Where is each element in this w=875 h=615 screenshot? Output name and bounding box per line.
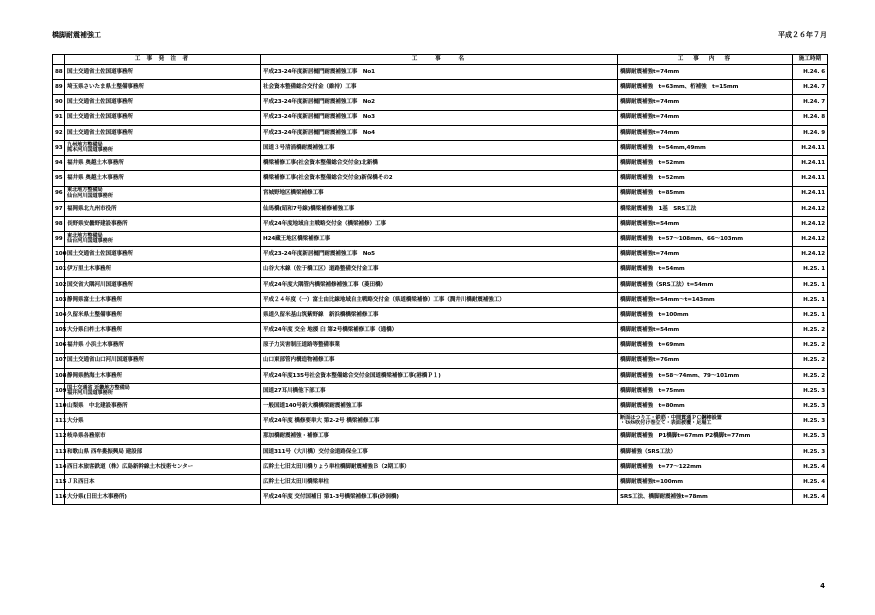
construction-records-table [52, 54, 828, 505]
table-header-row [53, 55, 828, 65]
client-cell [65, 475, 261, 490]
client-cell [65, 262, 261, 277]
row-number: 112 [53, 429, 65, 444]
client-line: 長野県安曇野建設事務所 [67, 220, 128, 227]
client-cell [65, 110, 261, 125]
period-cell: H.24. 9 [793, 125, 828, 140]
work-content-cell [618, 232, 793, 247]
work-content-cell [618, 414, 793, 429]
period-cell: H.24. 6 [793, 65, 828, 80]
row-number: 100 [53, 247, 65, 262]
client-line: 東北地方整備局 [67, 232, 103, 239]
client-cell [65, 292, 261, 307]
work-content-cell [618, 308, 793, 323]
work-name-cell: 山谷大木線（佐于橋工区）道路整備交付金工事 [261, 262, 618, 277]
row-number: 109 [53, 383, 65, 398]
work-name-cell: H24藏王地区橋梁補修工事 [261, 232, 618, 247]
row-number: 101 [53, 262, 65, 277]
table-row [53, 490, 828, 505]
work-content-line: 橋脚耐震補強t=74mm [620, 114, 680, 121]
period-cell: H.25. 1 [793, 292, 828, 307]
work-name-cell: 仙馬橋(昭和7号線)橋梁補修補強工事 [261, 201, 618, 216]
client-line: 大分県 [67, 418, 84, 425]
period-cell: H.25. 3 [793, 444, 828, 459]
work-content-line: 橋脚耐震補強 t=52mm [620, 160, 685, 166]
client-cell [65, 383, 261, 398]
work-name-cell: 平成24年度 橋修要単大 第2-2号 橋梁補修工事 [261, 414, 618, 429]
client-cell [65, 353, 261, 368]
period-cell: H.25. 1 [793, 262, 828, 277]
work-content-line: 橋脚耐震補強 t=54mm [620, 266, 685, 273]
table-row [53, 80, 828, 95]
work-name-cell: 平成24年度大隅管内橋梁補修補強工事（菱田橋） [261, 277, 618, 292]
row-number: 97 [53, 201, 65, 216]
client-cell [65, 65, 261, 80]
period-cell: H.25. 3 [793, 383, 828, 398]
work-name-cell: 平成23-24年度新居樋門耐震補強工事 No1 [261, 65, 618, 80]
period-cell: H.24.11 [793, 140, 828, 155]
client-line: 静岡県富士土木事務所 [67, 296, 122, 303]
period-cell: H.25. 3 [793, 429, 828, 444]
work-content-line: 橋脚耐震補強t=54mm [620, 327, 680, 334]
work-name-cell: 一般国道140号新大橋橋梁耐震補強工事 [261, 399, 618, 414]
client-cell [65, 323, 261, 338]
column-header-client: 工 事 発 注 者 [65, 55, 261, 65]
client-cell [65, 201, 261, 216]
work-content-cell [618, 125, 793, 140]
client-cell [65, 459, 261, 474]
client-line: 静岡県熱海土木事務所 [67, 372, 122, 379]
work-content-line: 橋脚耐震補強 t=77～122mm [620, 463, 702, 470]
period-cell: H.25. 2 [793, 338, 828, 353]
work-name-cell: 平成23-24年度新居樋門耐震補強工事 No4 [261, 125, 618, 140]
table-row [53, 414, 828, 429]
work-content-line: 橋脚耐震補強 t=52mm [620, 175, 685, 182]
client-line: 九州地方整備局 [67, 141, 103, 148]
work-name-cell: 平成23-24年度新居樋門耐震補強工事 No3 [261, 110, 618, 125]
work-content-line: SRS工法、橋脚耐震補強t=78mm [620, 494, 708, 501]
client-cell [65, 216, 261, 231]
row-number: 93 [53, 140, 65, 155]
row-number: 115 [53, 475, 65, 490]
row-number: 105 [53, 323, 65, 338]
work-content-line: 橋脚耐震補強t=100mm [620, 478, 683, 485]
client-line: 仙台河川国道事務所 [67, 192, 113, 199]
work-content-cell [618, 399, 793, 414]
row-number: 99 [53, 232, 65, 247]
work-content-cell [618, 353, 793, 368]
row-number: 92 [53, 125, 65, 140]
column-header-work-name: 工 事 名 [261, 55, 618, 65]
work-name-cell: 平成23-24年度新居樋門耐震補強工事 No2 [261, 95, 618, 110]
client-line: 福井県 小浜土木事務所 [67, 342, 124, 349]
work-content-cell [618, 383, 793, 398]
work-name-cell: 県道久留米基山筑紫野線 新浜橋橋梁補修工事 [261, 308, 618, 323]
work-name-cell: 平成24年度135号社会資本整備総合交付金国道橋梁補修工事(港橋Ｐ１) [261, 368, 618, 383]
table-row [53, 171, 828, 186]
client-cell [65, 490, 261, 505]
work-name-cell: 平成２４年度（一）富士由比線地域自主戦略交付金（県道橋梁補修）工事（潤井川橋耐震補強工） [261, 292, 618, 307]
client-line: 福井県 奥越土木事務所 [67, 160, 124, 166]
row-number: 106 [53, 338, 65, 353]
row-number: 91 [53, 110, 65, 125]
row-number: 104 [53, 308, 65, 323]
client-cell [65, 368, 261, 383]
period-cell: H.25. 1 [793, 308, 828, 323]
table-row [53, 368, 828, 383]
client-line: 和歌山県 西牟婁振興局 建設部 [67, 448, 143, 455]
row-number: 107 [53, 353, 65, 368]
work-name-cell: 橋梁補修工事(社会資本整備総合交付金)北新橋 [261, 156, 618, 171]
work-content-cell [618, 323, 793, 338]
row-number: 96 [53, 186, 65, 201]
period-cell: H.24.11 [793, 156, 828, 171]
column-header-period: 施工時期 [793, 55, 828, 65]
client-line: 国土交通省土佐国道事務所 [67, 129, 133, 136]
work-content-line: 橋脚耐震補強 t=85mm [620, 190, 685, 197]
row-number: 102 [53, 277, 65, 292]
work-name-cell: 宮城野地区橋梁補修工事 [261, 186, 618, 201]
table-row [53, 201, 828, 216]
client-cell [65, 308, 261, 323]
work-content-cell [618, 368, 793, 383]
work-content-line: 橋脚耐震補強 t=54mm,49mm [620, 144, 706, 151]
row-number: 108 [53, 368, 65, 383]
client-line: 大分県(日田土木事務所) [67, 494, 127, 501]
table-row [53, 323, 828, 338]
work-content-line: 橋脚耐震補強t=74mm [620, 68, 680, 75]
table-row [53, 292, 828, 307]
work-content-line: 橋脚耐震補強 t=58～74mm、79～101mm [620, 372, 740, 379]
table-row [53, 383, 828, 398]
table-body [53, 65, 828, 505]
client-line: 久留米県土整備事務所 [67, 311, 122, 318]
period-cell: H.24.11 [793, 186, 828, 201]
work-content-line: 断面はつり工・鉄筋・中間貫通ＰＣ鋼棒設置 [620, 414, 722, 421]
table-row [53, 95, 828, 110]
table-row [53, 475, 828, 490]
table-row [53, 247, 828, 262]
client-line: 国交省大隅河川国道事務所 [67, 281, 133, 288]
work-content-cell [618, 429, 793, 444]
work-content-cell [618, 444, 793, 459]
work-content-cell [618, 186, 793, 201]
period-cell: H.25. 2 [793, 353, 828, 368]
table-row [53, 232, 828, 247]
period-cell: H.25. 2 [793, 368, 828, 383]
client-cell [65, 247, 261, 262]
client-cell [65, 399, 261, 414]
client-line: 山梨県 中北建設事務所 [67, 403, 128, 409]
work-name-cell: 橋梁補修工事(社会資本整備総合交付金)新保橋その2 [261, 171, 618, 186]
period-cell: H.24.12 [793, 201, 828, 216]
client-cell [65, 277, 261, 292]
work-name-cell: 平成24年度地域自主戦略交付金（橋梁補修）工事 [261, 216, 618, 231]
work-content-cell [618, 171, 793, 186]
row-number: 90 [53, 95, 65, 110]
table-row [53, 216, 828, 231]
table-row [53, 429, 828, 444]
work-content-line: 橋脚耐震補強t=54mm～t=143mm [620, 296, 715, 303]
client-cell [65, 95, 261, 110]
table-row [53, 156, 828, 171]
client-cell [65, 338, 261, 353]
work-name-cell: 広幹土七旧太田川橋りょう単柱橋脚耐震補強Ｂ（2期工事） [261, 459, 618, 474]
work-content-cell [618, 247, 793, 262]
period-cell: H.25. 1 [793, 277, 828, 292]
client-cell [65, 156, 261, 171]
work-content-cell [618, 95, 793, 110]
document-title: 橋脚耐震補強工 [52, 31, 101, 39]
work-name-cell: 社会資本整備総合交付金（維持）工事 [261, 80, 618, 95]
work-content-line: ・ﾓﾙﾀﾙ吹付け巻立て・表面被覆・足場工 [620, 420, 712, 427]
table-row [53, 308, 828, 323]
client-cell [65, 140, 261, 155]
table-row [53, 186, 828, 201]
work-content-cell [618, 140, 793, 155]
table-row [53, 399, 828, 414]
work-name-cell: 国道27耳川橋他下部工事 [261, 383, 618, 398]
client-line: 福井河川国道事務所 [67, 390, 113, 397]
client-line: 熊本河川国道事務所 [67, 147, 113, 154]
work-content-cell [618, 201, 793, 216]
client-cell [65, 429, 261, 444]
client-line: 福岡県北九州市役所 [67, 205, 117, 212]
row-number: 89 [53, 80, 65, 95]
client-line: 大分県臼杵土木事務所 [67, 327, 122, 334]
table-row [53, 262, 828, 277]
work-content-line: 橋脚耐震補強 t=100mm [620, 311, 689, 318]
work-content-line: 橋脚耐震補強t=54mm [620, 220, 680, 227]
client-line: 国土交通省土佐国道事務所 [67, 99, 133, 106]
row-number: 98 [53, 216, 65, 231]
table-row [53, 338, 828, 353]
work-content-line: 橋脚耐震補強 t=57～108mm、66～103mm [620, 235, 743, 242]
work-content-cell [618, 110, 793, 125]
period-cell: H.25. 3 [793, 399, 828, 414]
work-content-line: 橋脚耐震補強 t=75mm [620, 387, 685, 394]
document-date: 平成２６年７月 [778, 31, 827, 39]
table-row [53, 444, 828, 459]
client-line: 国土交通省山口河川国道事務所 [67, 357, 144, 364]
table-row [53, 277, 828, 292]
work-name-cell: 平成24年度 交全 地援 臼 第2号橋梁補修工事（通橋） [261, 323, 618, 338]
period-cell: H.24. 8 [793, 110, 828, 125]
work-content-cell [618, 292, 793, 307]
row-number: 116 [53, 490, 65, 505]
client-cell [65, 80, 261, 95]
client-line: 岐阜県各務原市 [67, 433, 106, 440]
work-name-cell: 平成23-24年度新居樋門耐震補強工事 No5 [261, 247, 618, 262]
client-cell [65, 186, 261, 201]
period-cell: H.24. 7 [793, 95, 828, 110]
table-row [53, 140, 828, 155]
work-content-line: 橋脚耐震補強t=74mm [620, 129, 680, 136]
column-header-number [53, 55, 65, 65]
row-number: 88 [53, 65, 65, 80]
client-line: 埼玉県さいたま県土整備事務所 [67, 84, 144, 91]
client-line: 福井県 奥越土木事務所 [67, 175, 124, 182]
work-content-cell [618, 80, 793, 95]
work-name-cell: 国道３号清涌橋耐震補強工事 [261, 140, 618, 155]
client-line: 東北地方整備局 [67, 187, 103, 194]
row-number: 94 [53, 156, 65, 171]
column-header-work-content: 工 事 内 容 [618, 55, 793, 65]
period-cell: H.24. 7 [793, 80, 828, 95]
client-line: 国土交通省土佐国道事務所 [67, 68, 133, 75]
client-cell [65, 125, 261, 140]
work-name-cell: 広幹土七旧太田川橋梁単柱 [261, 475, 618, 490]
work-name-cell: 原子力災害制圧道路等整備事業 [261, 338, 618, 353]
client-line: 国土交通省土佐国道事務所 [67, 114, 133, 121]
table-row [53, 65, 828, 80]
row-number: 114 [53, 459, 65, 474]
table-row [53, 459, 828, 474]
period-cell: H.24.12 [793, 232, 828, 247]
client-line: ＪＲ西日本 [67, 478, 95, 485]
client-line: 西日本旅客鉄道（株）広島新幹線土木技術センター [67, 463, 194, 470]
client-cell [65, 171, 261, 186]
work-content-line: 橋脚耐震補強 t=80mm [620, 403, 685, 409]
work-name-cell: 国道311号（大川橋）交付金道路保全工事 [261, 444, 618, 459]
row-number: 110 [53, 399, 65, 414]
client-line: 伊万里土木事務所 [67, 266, 111, 273]
client-line: 国土交通省土佐国道事務所 [67, 251, 133, 258]
table-row [53, 110, 828, 125]
client-line: 国土交通省 近畿地方整備局 [67, 384, 130, 391]
period-cell: H.24.12 [793, 216, 828, 231]
work-content-line: 橋脚耐震補強t=74mm [620, 99, 680, 106]
work-name-cell: 平成24年度 交付国補日 第1-3号橋梁補修工事(砂洞橋) [261, 490, 618, 505]
period-cell: H.25. 4 [793, 475, 828, 490]
work-content-line: 橋脚耐震補強t=74mm [620, 251, 680, 258]
work-content-cell [618, 262, 793, 277]
period-cell: H.25. 4 [793, 459, 828, 474]
period-cell: H.25. 3 [793, 414, 828, 429]
work-name-cell: 那加橋耐震補強・補修工事 [261, 429, 618, 444]
work-content-cell [618, 475, 793, 490]
work-content-line: 橋脚耐震補強 P1橋脚t=67mm P2橋脚t=77mm [620, 433, 751, 440]
client-line: 仙台河川国道事務所 [67, 238, 113, 245]
work-content-line: 橋脚耐震補強（SRS工法）t=54mm [620, 281, 714, 288]
work-content-line: 橋梁耐震補強 1基 SRS工法 [620, 205, 697, 212]
work-content-cell [618, 338, 793, 353]
work-content-cell [618, 65, 793, 80]
work-content-cell [618, 459, 793, 474]
row-number: 95 [53, 171, 65, 186]
period-cell: H.24.11 [793, 171, 828, 186]
period-cell: H.24.12 [793, 247, 828, 262]
row-number: 111 [53, 414, 65, 429]
work-content-cell [618, 156, 793, 171]
work-content-cell [618, 490, 793, 505]
page-number: 4 [820, 582, 825, 590]
work-content-line: 橋脚耐震補強 t=63mm、桁補強 t=15mm [620, 84, 739, 91]
work-content-line: 橋脚耐震補強 t=69mm [620, 342, 685, 349]
work-content-line: 橋脚耐震補強t=76mm [620, 357, 680, 364]
work-content-line: 橋脚補強（SRS工法） [620, 448, 677, 455]
period-cell: H.25. 4 [793, 490, 828, 505]
work-content-cell [618, 216, 793, 231]
row-number: 103 [53, 292, 65, 307]
client-cell [65, 444, 261, 459]
client-cell [65, 232, 261, 247]
work-name-cell: 山口東部管内構造物補修工事 [261, 353, 618, 368]
client-cell [65, 414, 261, 429]
row-number: 113 [53, 444, 65, 459]
work-content-cell [618, 277, 793, 292]
table-row [53, 353, 828, 368]
table-row [53, 125, 828, 140]
period-cell: H.25. 2 [793, 323, 828, 338]
